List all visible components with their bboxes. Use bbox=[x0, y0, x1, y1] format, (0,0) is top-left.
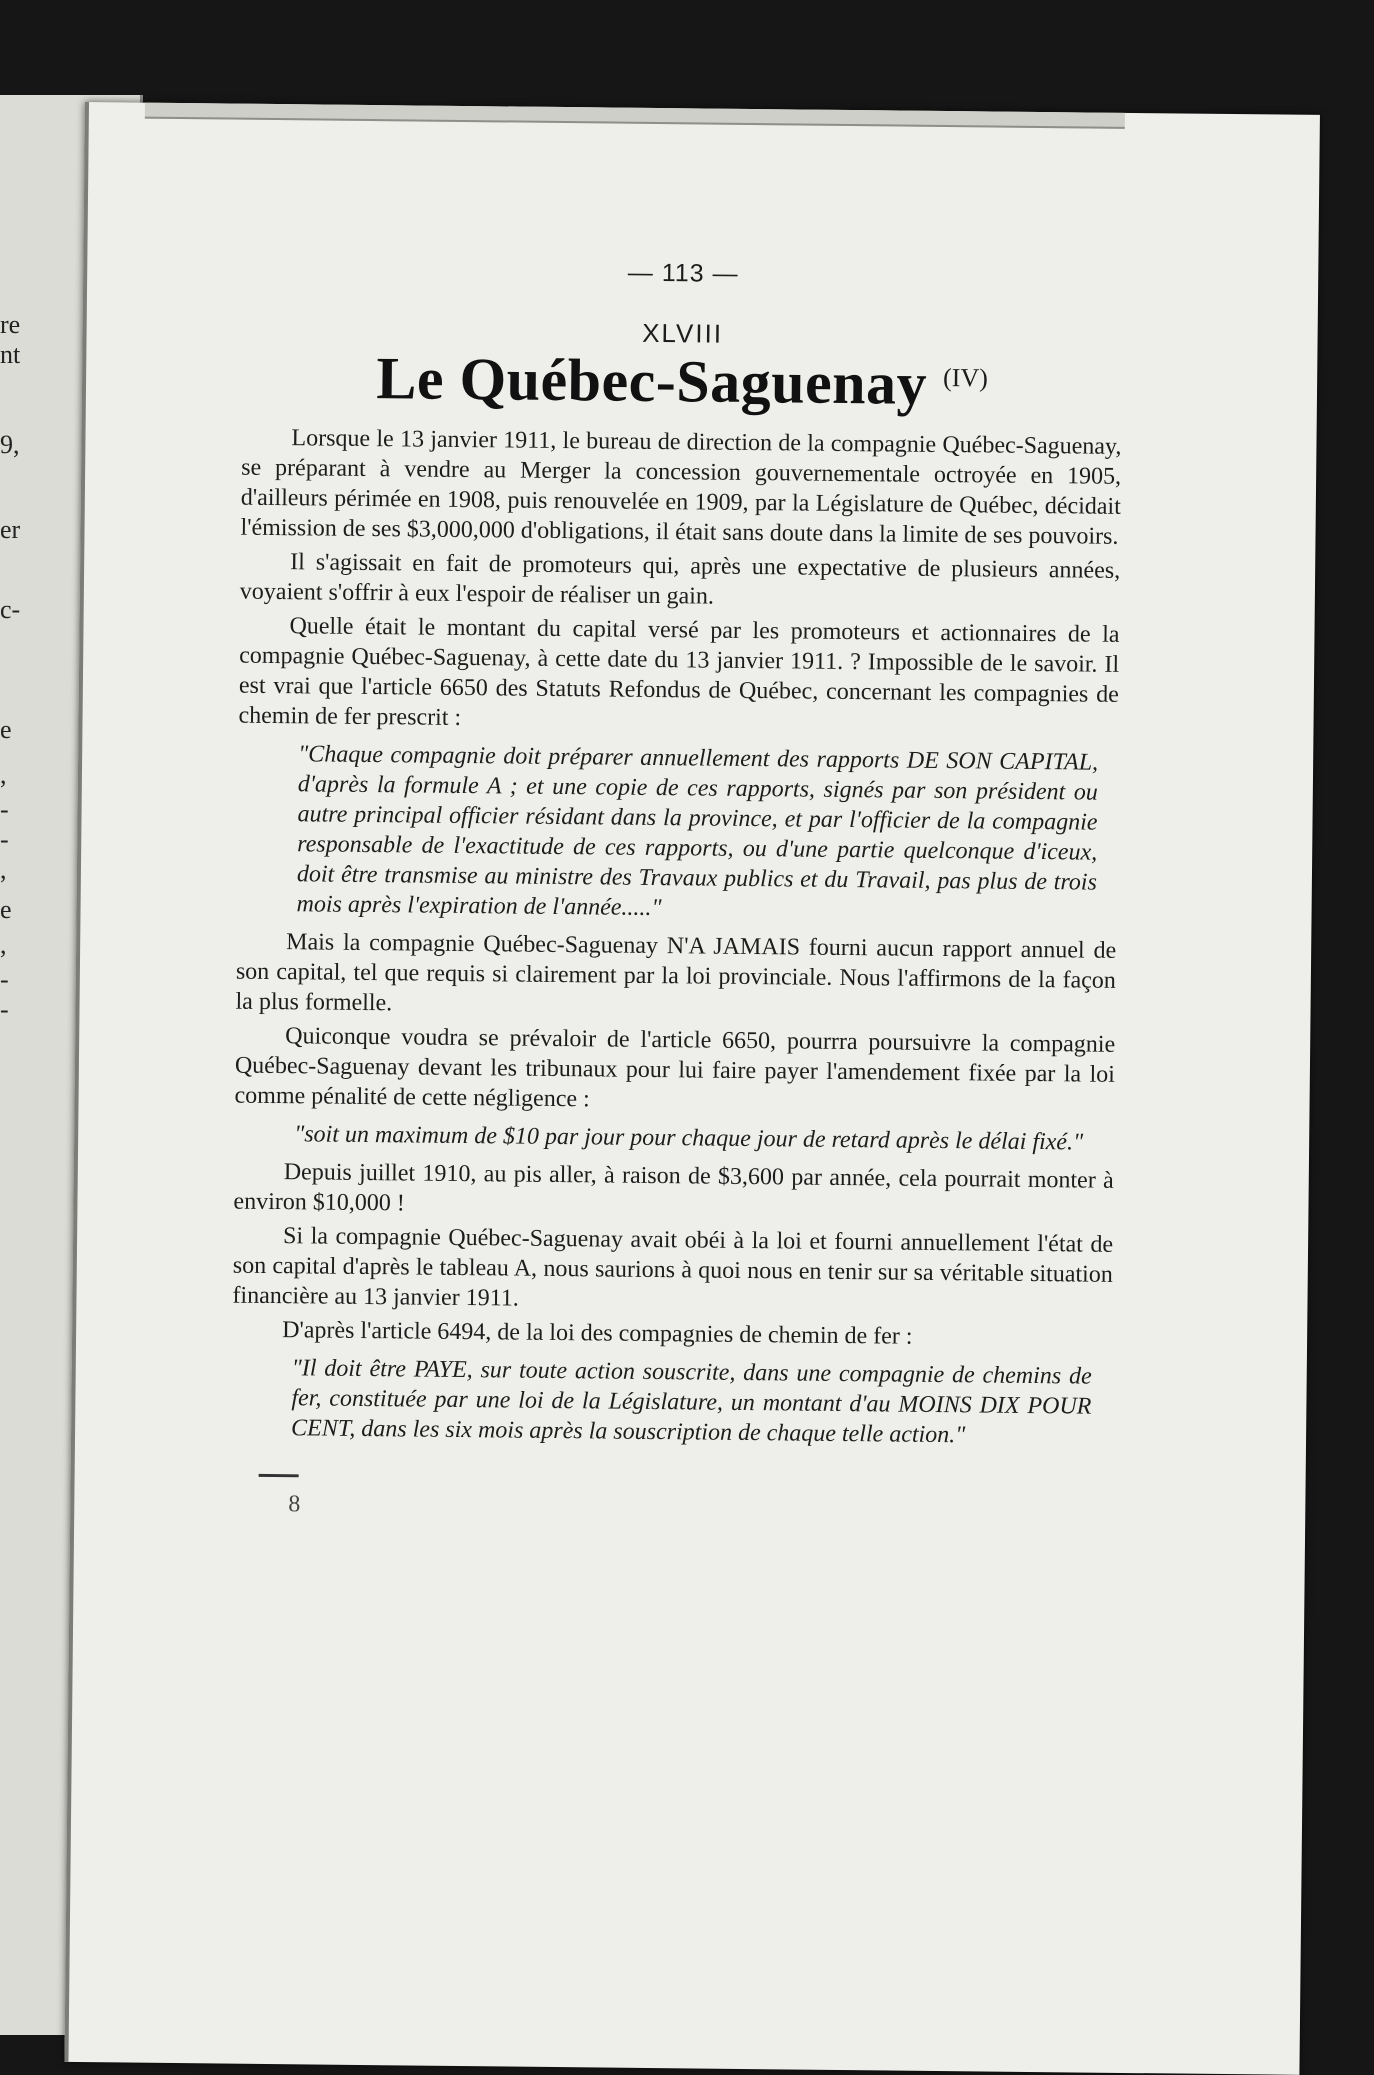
left-fragment: e bbox=[0, 895, 12, 924]
title-row bbox=[242, 345, 1122, 417]
page-content bbox=[230, 254, 1123, 1528]
left-fragment: er bbox=[0, 515, 21, 544]
paragraph: Si la compagnie Québec-Saguenay avait obéi à la loi et fourni annuellement l'état de son capital d'après le tableau A, nous saurions à quoi nous en tenir sur sa véritable situation financière au 13 janvier 1911. bbox=[232, 1223, 1114, 1312]
title-part: (IV) bbox=[942, 363, 989, 393]
left-fragment: , bbox=[0, 930, 7, 959]
ink-mark bbox=[259, 1474, 299, 1477]
paragraph: Quelle était le montant du capital versé par les promoteurs et actionnaires de la compagnie Québec-Saguenay, à cette date du 13 janvier 1911. ? Impossible de le savoir. Il est vrai que l'article 6650 des Statuts Refondus de Québec, concernant les compagnies de chemin de fer prescrit : bbox=[238, 613, 1120, 731]
page-top-edge bbox=[145, 103, 1125, 129]
signature-number: 8 bbox=[288, 1491, 301, 1518]
left-fragment: - bbox=[0, 825, 9, 854]
signature-mark bbox=[230, 1459, 1111, 1528]
left-fragment: 9, bbox=[0, 430, 20, 459]
left-fragment: , bbox=[0, 855, 7, 884]
paragraph: Il s'agissait en fait de promoteurs qui, après une expectative de plusieurs années, voyaient s'offrir à eux l'espoir de réaliser un gain. bbox=[239, 549, 1121, 610]
left-fragment: , bbox=[0, 760, 7, 789]
page-title: Le Québec-Saguenay bbox=[376, 345, 928, 417]
paragraph: Lorsque le 13 janvier 1911, le bureau de direction de la compagnie Québec-Saguenay, se préparant à vendre au Merger la concession gouvernementale octroyée en 1905, d'ailleurs périmée en 1908, puis renouvelée en 1909, par la Législature de Québec, décidait l'émission de ses $3,000,000 d'obligations, il était sans doute dans la limite de ses pouvoirs. bbox=[240, 425, 1122, 550]
paragraph: D'après l'article 6494, de la loi des compagnies de chemin de fer : bbox=[282, 1317, 913, 1350]
left-fragment: - bbox=[0, 795, 9, 824]
paragraph: Depuis juillet 1910, au pis aller, à raison de $3,600 par année, cela pourrait monter à environ $10,000 ! bbox=[233, 1159, 1114, 1217]
left-fragment: - bbox=[0, 995, 9, 1024]
quotation: "Chaque compagnie doit préparer annuellement des rapports DE SON CAPITAL, d'après la formule A ; et une copie de ces rapports, signés par son président ou autre principal officier résidant dans la province, et par l'officier de la compagnie responsable de l'exactitude de ces rapports, ou d'une partie quelconque d'iceux, doit être transmise au ministre des Travaux publics et du Travail, pas plus de trois mois après l'expiration de l'année....." bbox=[296, 741, 1099, 922]
body-text bbox=[231, 423, 1122, 1452]
left-fragment: re bbox=[0, 310, 21, 339]
chapter-number: XLVIII bbox=[642, 317, 724, 349]
quotation: "Il doit être PAYE, sur toute action souscrite, dans une compagnie de chemins de fer, constituée par une loi de la Législature, un montant d'au MOINS DIX POUR CENT, dans les six mois après la souscription de chaque telle action." bbox=[290, 1355, 1092, 1449]
left-fragment: nt bbox=[0, 340, 21, 369]
book-page bbox=[64, 102, 1319, 2075]
paragraph: Mais la compagnie Québec-Saguenay N'A JAMAIS fourni aucun rapport annuel de son capital, tel que requis si clairement par la loi provinciale. Nous l'affirmons de la façon la plus formelle. bbox=[235, 929, 1117, 1017]
left-fragment: e bbox=[0, 715, 12, 744]
paragraph: Quiconque voudra se prévaloir de l'article 6650, pourrra poursuivre la compagnie Québec-Saguenay devant les tribunaux pour lui faire payer l'amendement fixée par la loi comme pénalité de cette négligence : bbox=[234, 1023, 1116, 1113]
quotation: "soit un maximum de $10 par jour pour chaque jour de retard après le délai fixé." bbox=[294, 1121, 1084, 1156]
page-number: — 113 — bbox=[627, 258, 739, 288]
left-fragment: - bbox=[0, 965, 9, 994]
left-fragment: c- bbox=[0, 595, 21, 624]
